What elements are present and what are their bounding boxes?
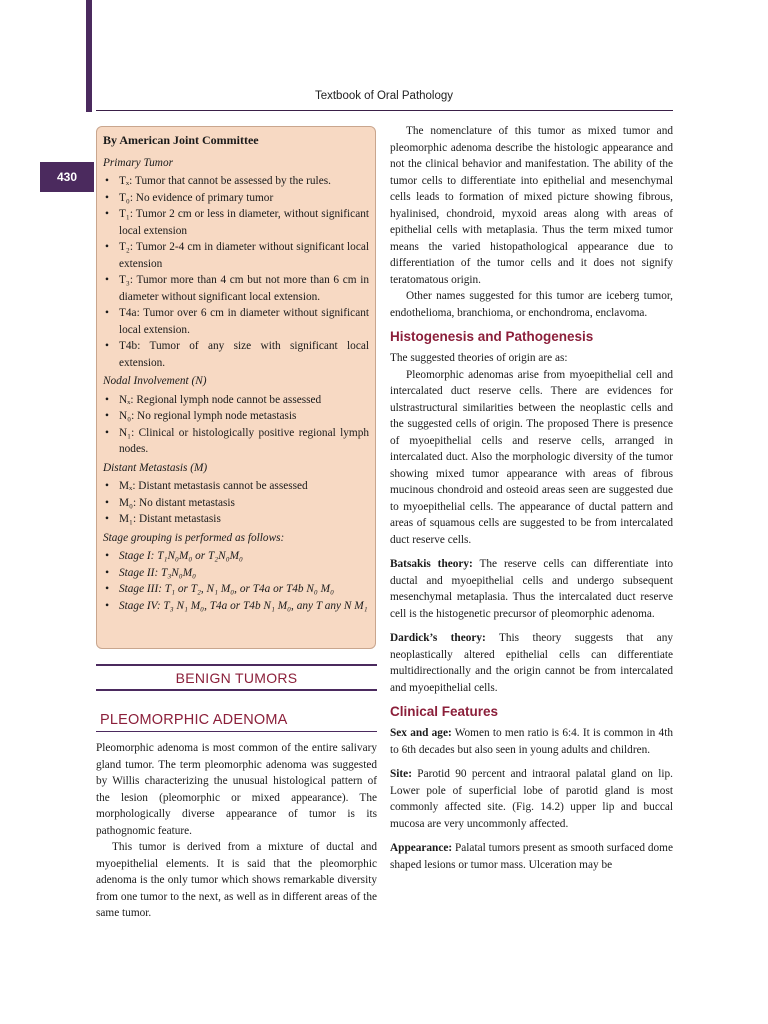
list-item: • T₁: Tumor 2 cm or less in diameter, without significant local extension [103, 206, 369, 239]
run-in-label: Site: [390, 768, 412, 780]
benign-tumors-title: BENIGN TUMORS [175, 670, 298, 686]
paragraph: Pleomorphic adenomas arise from myoepithelial cell and intercalated duct reserve cells. There are evidences for ulstrastructural similarities between the neoplastic cells and the suggested cells of origin. The proposed There is presence of myoepithelial cells and reserve cells, arranged in intercalated duct. Also the morphologic diversity of the tumor showing mixed tumor appearance with areas of fibrous mucinous chondroid and osteoid areas seen are suggested due to myoepithelial cells. The appearance of ductal pattern and areas of squamous cells are suggested to be from intercalated duct reserve cells. [390, 368, 673, 546]
list-item: • Tₓ: Tumor that cannot be assessed by the rules. [103, 173, 369, 190]
primary-tumor-heading: Primary Tumor [103, 156, 173, 169]
run-in-label: Sex and age: [390, 727, 452, 739]
pleomorphic-adenoma-section-heading [96, 708, 377, 732]
stage-heading: Stage grouping is performed as follows: [103, 531, 285, 544]
dardick-paragraph [390, 630, 673, 696]
run-in-text: Parotid 90 percent and intraoral palatal gland on lip. Lower pole of superficial lobe of parotid gland is most commonly affected site. (Fig. 14.2) upper lip and buccal mucosa are very uncommonly affected. [390, 768, 673, 830]
header-rule [96, 110, 673, 111]
nodal-heading: Nodal Involvement (N) [103, 375, 207, 387]
run-in-label: Appearance: [390, 842, 453, 854]
left-column-text [96, 740, 377, 922]
list-item: • Stage II: T₃N₀M₀ [103, 565, 369, 582]
running-head: Textbook of Oral Pathology [314, 90, 454, 102]
box-title: By American Joint Committee [103, 133, 259, 147]
distant-heading: Distant Metastasis (M) [103, 461, 208, 474]
batsakis-paragraph [390, 556, 673, 622]
list-item: • Mₓ: Distant metastasis cannot be assessed [103, 478, 369, 495]
list-item: • Stage IV: T₃ N₁ M₀, T4a or T4b N₁ M₀, any T any N M₁ [103, 598, 369, 615]
list-item: • T4a: Tumor over 6 cm in diameter without significant local extension. [103, 305, 369, 338]
paragraph: This tumor is derived from a mixture of ductal and myoepithelial elements. It is said that the pleomorphic adenoma is the only tumor which shows remarkable diversity from one tumor to the next, as well as in different areas of the same tumor. [96, 841, 377, 919]
list-item: • T₀: No evidence of primary tumor [103, 190, 369, 207]
right-column-text [390, 123, 673, 873]
distant-list [103, 478, 369, 528]
run-in-text: Women to men ratio is 6:4. It is common in 4th to 6th decades but also seen in young adults and children. [390, 727, 673, 756]
run-in-text: The reserve cells can differentiate into ductal and myoepithelial cells and undergo subsequent mesenchymal metaplasia. Thus the intercalated duct reserve cell is the histogenetic precursor of pleomorphic adenoma. [390, 558, 674, 620]
page-number: 430 [40, 162, 94, 192]
list-item: • T₃: Tumor more than 4 cm but not more than 6 cm in diameter without significant local extension. [103, 272, 369, 305]
list-item: • Stage I: T₁N₀M₀ or T₂N₀M₀ [103, 548, 369, 565]
ajcc-staging-box [96, 126, 376, 649]
benign-tumors-section-heading [96, 664, 377, 691]
list-item: • Nₓ: Regional lymph node cannot be assessed [103, 392, 369, 409]
paragraph: The suggested theories of origin are as: [390, 352, 568, 364]
stage-list [103, 548, 369, 614]
run-in-label: Dardick’s theory: [390, 632, 486, 644]
site-paragraph [390, 766, 673, 832]
primary-tumor-list [103, 173, 369, 371]
list-item: • N₀: No regional lymph node metastasis [103, 408, 369, 425]
nodal-list [103, 392, 369, 458]
run-in-text: Palatal tumors present as smooth surfaced dome shaped lesions or tumor mass. Ulceration may be [390, 842, 673, 871]
list-item: • N₁: Clinical or histologically positive regional lymph nodes. [103, 425, 369, 458]
pleomorphic-adenoma-title: PLEOMORPHIC ADENOMA [100, 712, 288, 728]
rule [96, 731, 377, 732]
run-in-label: Batsakis theory: [390, 558, 473, 570]
rule [96, 689, 377, 691]
list-item: • Stage III: T₁ or T₂, N₁ M₀, or T4a or T4b N₀ M₀ [103, 581, 369, 598]
list-item: • T₂: Tumor 2-4 cm in diameter without significant local extension [103, 239, 369, 272]
appearance-paragraph [390, 840, 673, 873]
clinical-features-heading: Clinical Features [390, 704, 499, 719]
run-in-text: This theory suggests that any neoplastically altered epithelial cells can differentiate multidirectionally and the origin cannot be from intercalated and myoepithelial cells. [390, 632, 673, 694]
histogenesis-heading: Histogenesis and Pathogenesis [390, 329, 594, 344]
sex-age-paragraph [390, 725, 673, 758]
list-item: • T4b: Tumor of any size with significant local extension. [103, 338, 369, 371]
paragraph: Other names suggested for this tumor are iceberg tumor, endothelioma, branchioma, or enchondroma, enclavoma. [390, 290, 673, 319]
paragraph: Pleomorphic adenoma is most common of the entire salivary gland tumor. The term pleomorphic adenoma was suggested by Willis characterizing the unusual histological pattern of the lesion (pleomorphic or mixed appearance). The morphologically diverse appearance of tumor is its pathognomic feature. [96, 742, 377, 837]
list-item: • M₀: No distant metastasis [103, 495, 369, 512]
list-item: • M₁: Distant metastasis [103, 511, 369, 528]
paragraph: The nomenclature of this tumor as mixed tumor and pleomorphic adenoma describe the histologic appearance and not the clinical behavior and manifestation. The ability of the tumor cells to differentiate into epithelial and mesenchymal cells leads to formation of mixed picture showing fibrous, hyalinised, chondroid, myxoid areas along with areas of epithelial cells with metaplasia. Thus the term mixed tumor means the varied histopathological appearance due to differentiation of the tumor cells and it does not signify teratomatous origin. [390, 125, 673, 286]
